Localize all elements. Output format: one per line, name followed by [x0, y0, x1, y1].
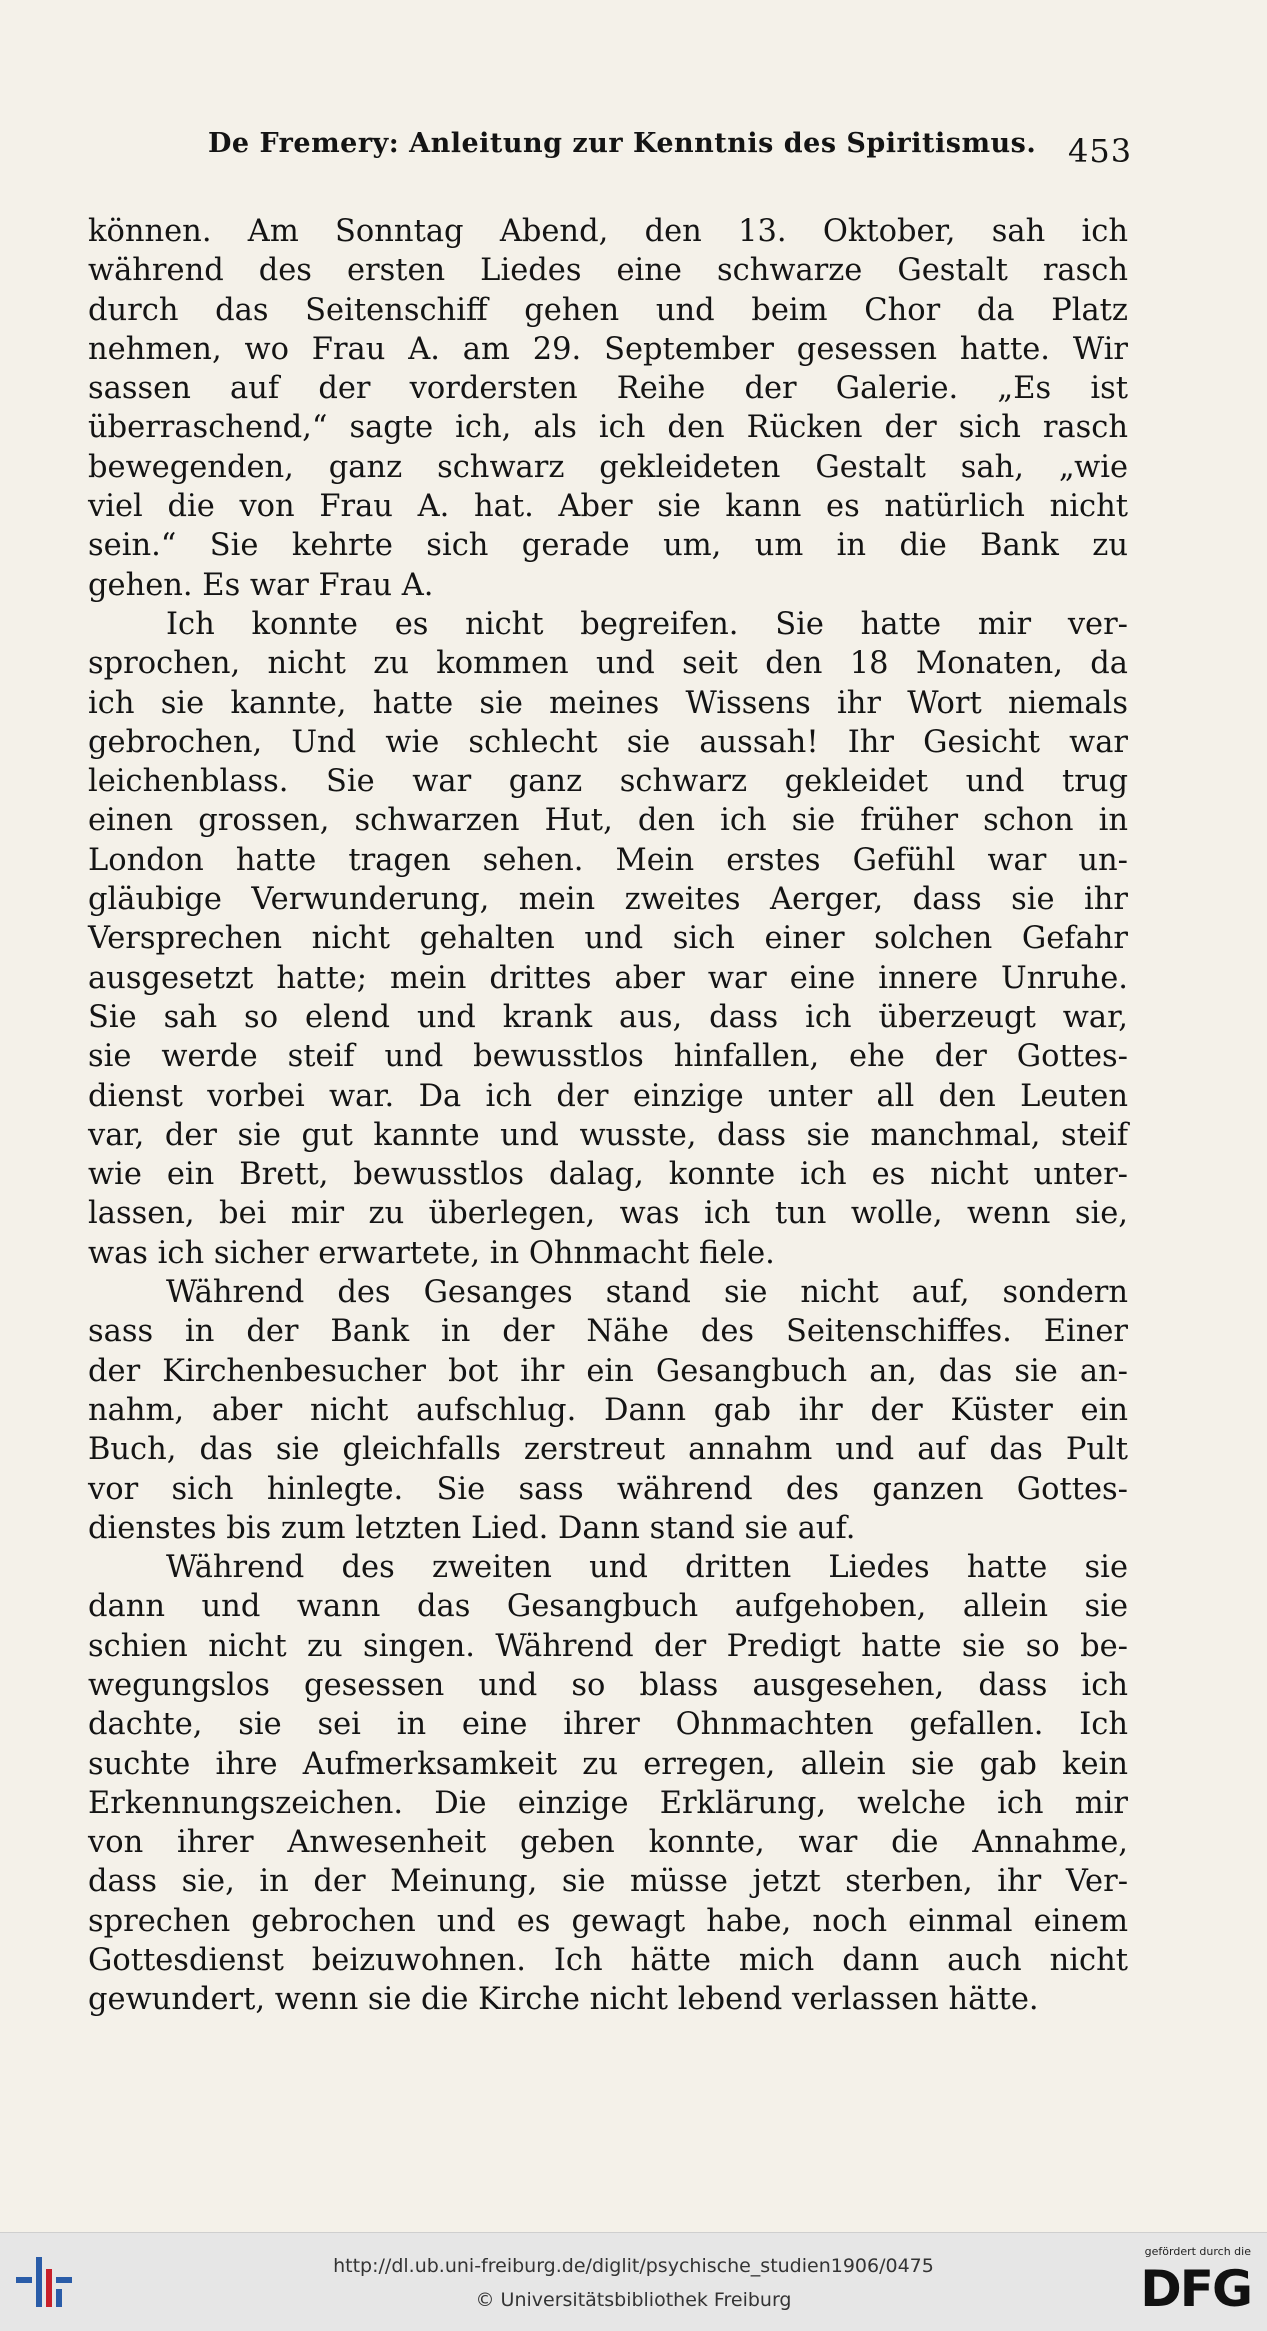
text-line: sass in der Bank in der Nähe des Seitenschiffes. Einer [88, 1314, 1128, 1350]
text-line: Sie sah so elend und krank aus, dass ich überzeugt war, [88, 999, 1128, 1035]
text-line: überraschend,“ sagte ich, als ich den Rücken der sich rasch [88, 410, 1128, 446]
text-line: wie ein Brett, bewusstlos dalag, konnte ich es nicht unter- [88, 1157, 1128, 1193]
text-line: gewundert, wenn sie die Kirche nicht lebend verlassen hätte. [88, 1982, 1039, 2018]
text-line: dienstes bis zum letzten Lied. Dann stand sie auf. [88, 1510, 856, 1546]
paragraph-1 [88, 212, 1128, 605]
text-line: suchte ihre Aufmerksamkeit zu erregen, allein sie gab kein [88, 1746, 1128, 1782]
text-line: bewegenden, ganz schwarz gekleideten Gestalt sah, „wie [88, 449, 1128, 485]
text-line: sprochen, nicht zu kommen und seit den 18 Monaten, da [88, 646, 1128, 682]
text-line: dass sie, in der Meinung, sie müsse jetzt sterben, ihr Ver- [88, 1864, 1128, 1900]
text-line: dachte, sie sei in eine ihrer Ohnmachten gefallen. Ich [88, 1707, 1128, 1743]
text-line: während des ersten Liedes eine schwarze Gestalt rasch [88, 253, 1128, 289]
text-line: Erkennungszeichen. Die einzige Erklärung, welche ich mir [88, 1785, 1128, 1821]
text-line: sprechen gebrochen und es gewagt habe, noch einmal einem [88, 1903, 1128, 1939]
text-line: London hatte tragen sehen. Mein erstes Gefühl war un- [88, 842, 1128, 878]
running-head: De Fremery: Anleitung zur Kenntnis des Spiritismus. [208, 128, 1037, 159]
text-line: var, der sie gut kannte und wusste, dass sie manchmal, steif [88, 1117, 1128, 1153]
page-number: 453 [1068, 132, 1133, 170]
body-text [88, 212, 1128, 2020]
text-line: was ich sicher erwartete, in Ohnmacht fiele. [88, 1235, 775, 1271]
text-line: lassen, bei mir zu überlegen, was ich tun wolle, wenn sie, [88, 1196, 1128, 1232]
text-line: gebrochen, Und wie schlecht sie aussah! Ihr Gesicht war [88, 724, 1128, 760]
paragraph-4 [88, 1548, 1128, 2020]
text-line: durch das Seitenschiff gehen und beim Chor da Platz [88, 292, 1128, 328]
text-line: ich sie kannte, hatte sie meines Wissens ihr Wort niemals [88, 685, 1128, 721]
text-line: nahm, aber nicht aufschlug. Dann gab ihr der Küster ein [88, 1392, 1128, 1428]
source-url-link[interactable]: http://dl.ub.uni-freiburg.de/diglit/psychische_studien1906/0475 [333, 2255, 934, 2277]
text-line: sein.“ Sie kehrte sich gerade um, um in die Bank zu [88, 528, 1128, 564]
text-line: dann und wann das Gesangbuch aufgehoben, allein sie [88, 1589, 1128, 1625]
text-line: Ich konnte es nicht begreifen. Sie hatte mir ver- [166, 606, 1128, 642]
text-line: Während des Gesanges stand sie nicht auf, sondern [166, 1275, 1128, 1311]
text-line: Während des zweiten und dritten Liedes hatte sie [166, 1550, 1128, 1586]
text-line: nehmen, wo Frau A. am 29. September gesessen hatte. Wir [88, 331, 1128, 367]
text-line: können. Am Sonntag Abend, den 13. Oktober, sah ich [88, 214, 1128, 249]
dfg-logo-icon[interactable] [1121, 2245, 1251, 2321]
text-line: einen grossen, schwarzen Hut, den ich sie früher schon in [88, 803, 1128, 839]
text-line: sassen auf der vordersten Reihe der Galerie. „Es ist [88, 371, 1128, 407]
text-line: Versprechen nicht gehalten und sich einer solchen Gefahr [88, 921, 1128, 957]
text-line: leichenblass. Sie war ganz schwarz gekleidet und trug [88, 764, 1128, 800]
text-line: sie werde steif und bewusstlos hinfallen, ehe der Gottes- [88, 1039, 1128, 1075]
text-line: schien nicht zu singen. Während der Predigt hatte sie so be- [88, 1628, 1128, 1664]
dfg-logo-text: DFG [1140, 2260, 1251, 2318]
text-line: gehen. Es war Frau A. [88, 567, 434, 603]
text-line: vor sich hinlegte. Sie sass während des ganzen Gottes- [88, 1471, 1128, 1507]
paragraph-3 [88, 1273, 1128, 1548]
text-line: ausgesetzt hatte; mein drittes aber war eine innere Unruhe. [88, 960, 1128, 996]
copyright-notice: © Universitätsbibliothek Freiburg [475, 2289, 792, 2311]
text-line: von ihrer Anwesenheit geben konnte, war die Annahme, [88, 1825, 1128, 1861]
text-line: gläubige Verwunderung, mein zweites Aerger, dass sie ihr [88, 882, 1128, 918]
dfg-caption: gefördert durch die [1144, 2245, 1251, 2258]
text-line: viel die von Frau A. hat. Aber sie kann es natürlich nicht [88, 489, 1128, 525]
viewer-footer [0, 2232, 1267, 2331]
text-line: Buch, das sie gleichfalls zerstreut annahm und auf das Pult [88, 1432, 1128, 1468]
text-line: dienst vorbei war. Da ich der einzige unter all den Leuten [88, 1078, 1128, 1114]
text-line: wegungslos gesessen und so blass ausgesehen, dass ich [88, 1667, 1128, 1703]
paragraph-2 [88, 605, 1128, 1273]
text-line: Gottesdienst beizuwohnen. Ich hätte mich dann auch nicht [88, 1943, 1128, 1979]
text-line: der Kirchenbesucher bot ihr ein Gesangbuch an, das sie an- [88, 1353, 1128, 1389]
